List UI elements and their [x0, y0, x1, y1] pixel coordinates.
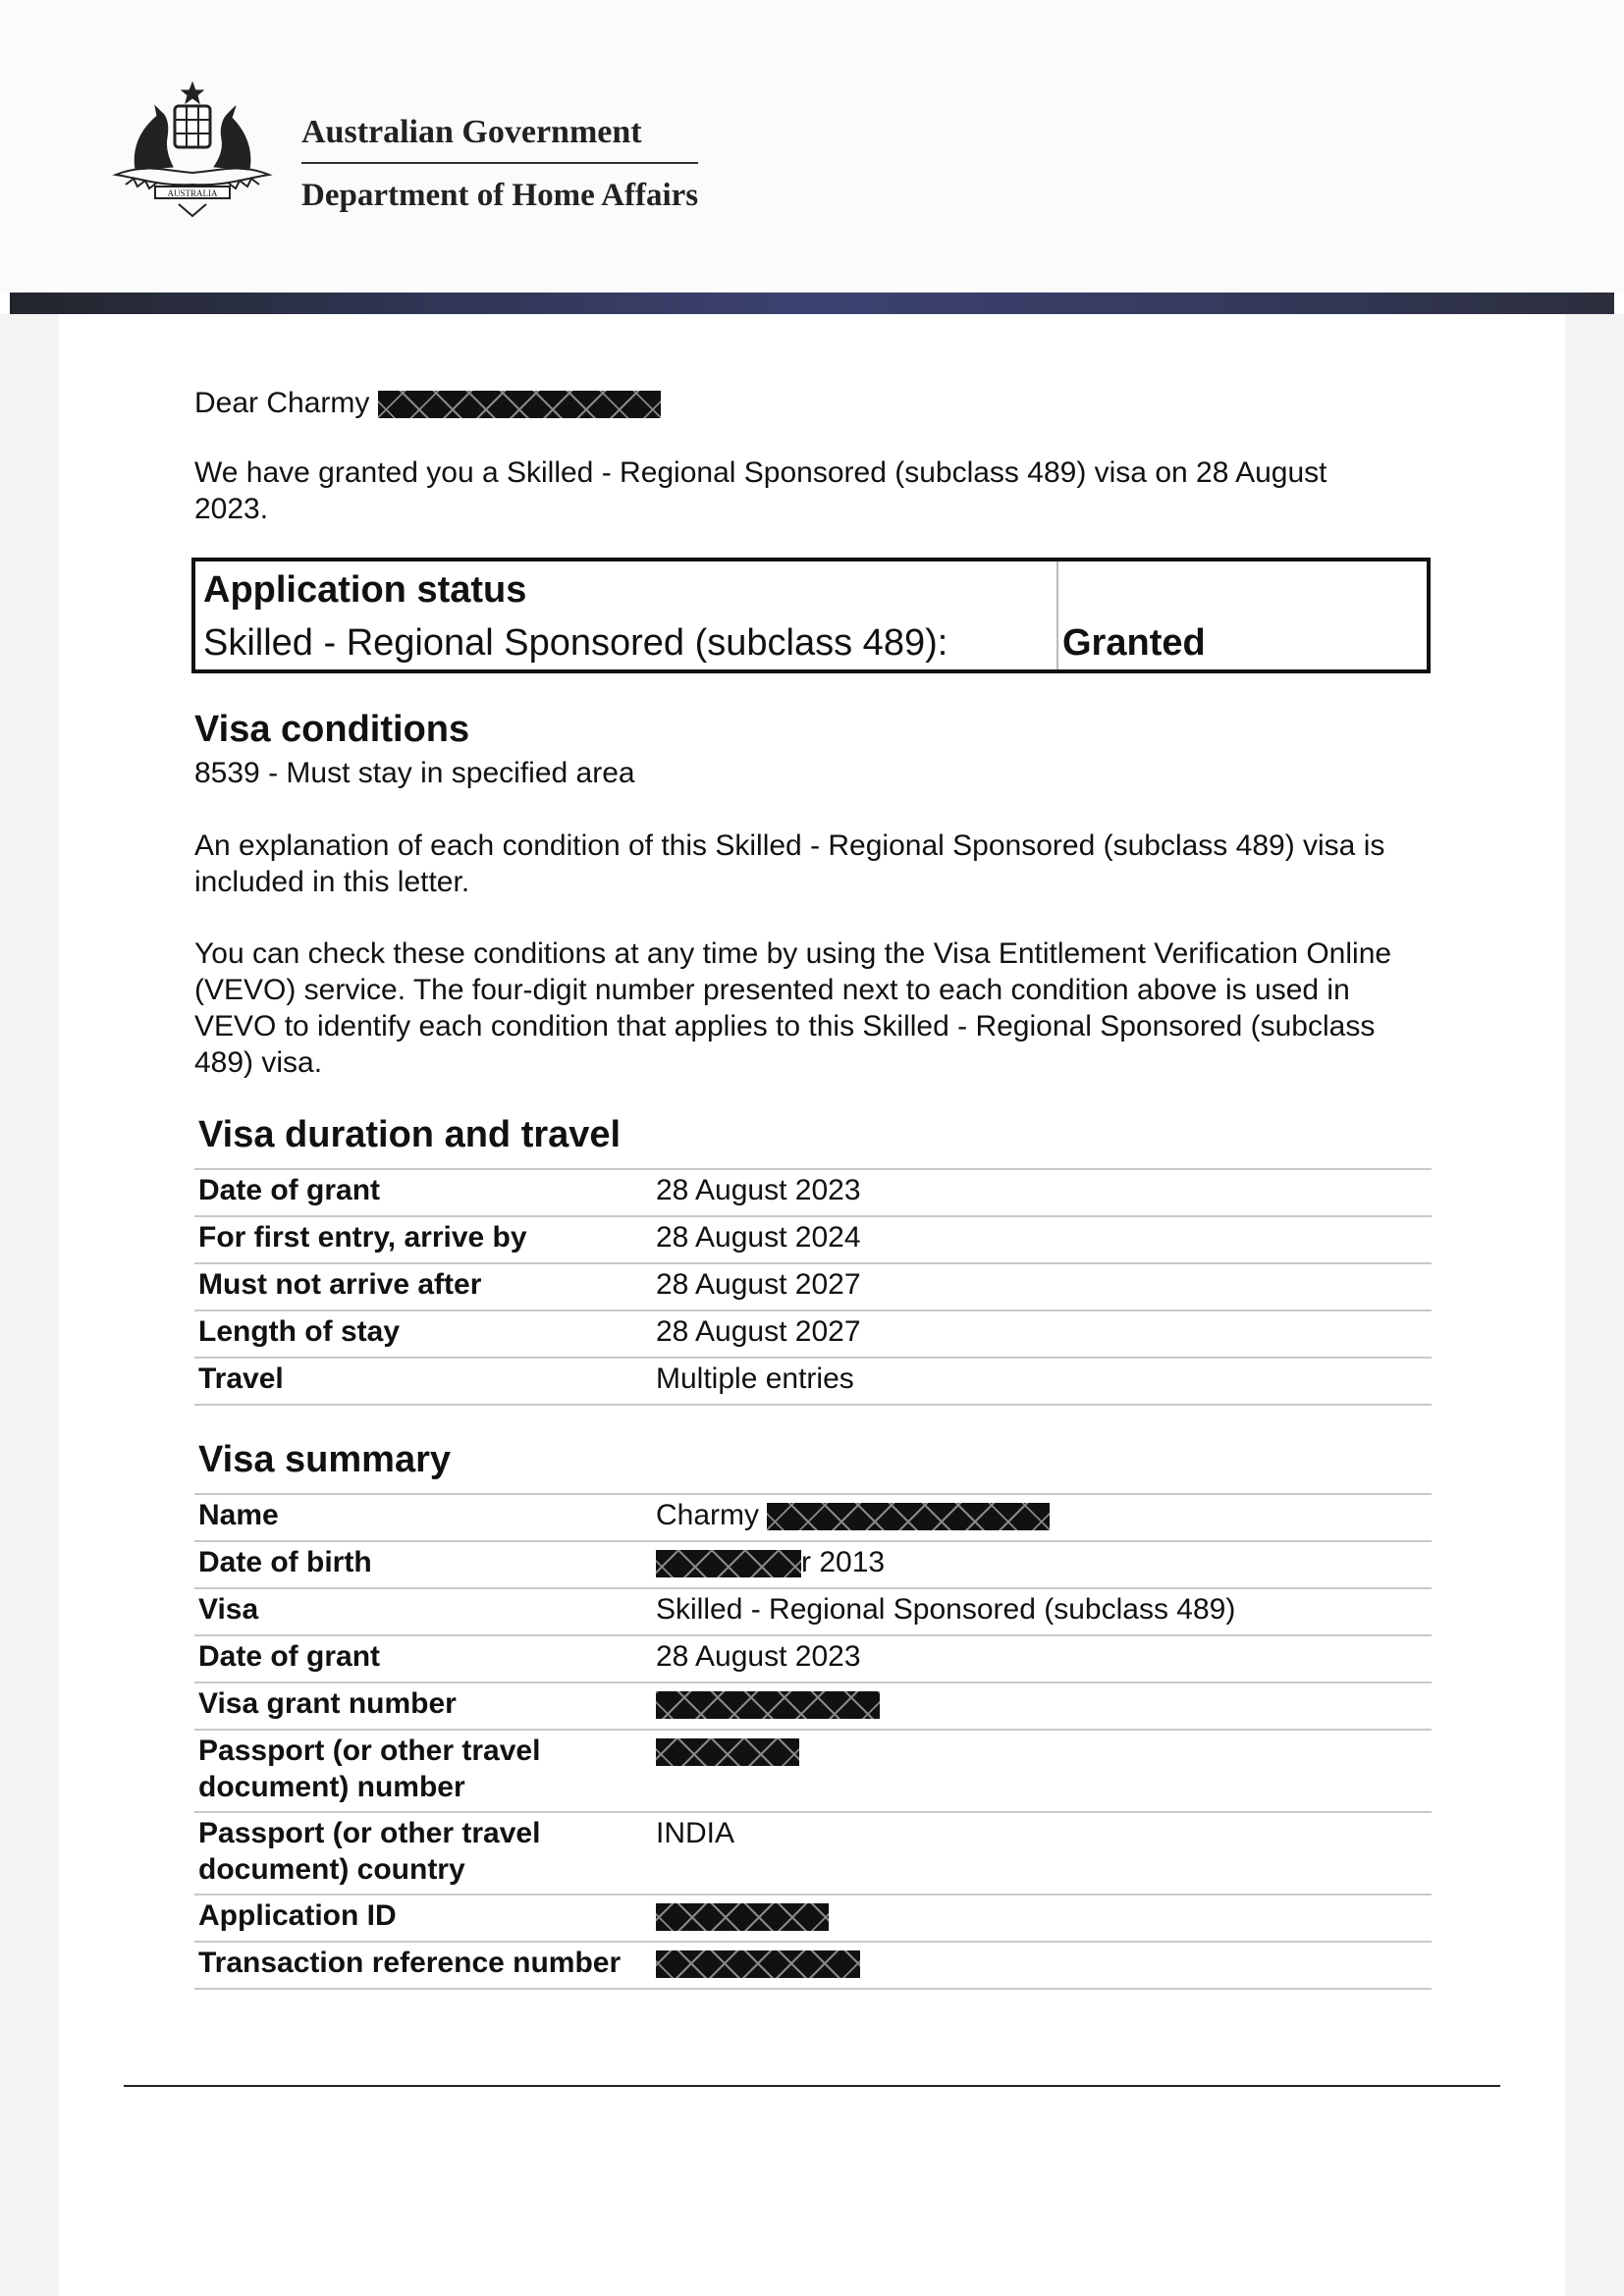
application-status-visa: Skilled - Regional Sponsored (subclass 489): — [203, 622, 948, 664]
letterhead-divider — [301, 162, 698, 164]
redacted-surname — [767, 1503, 1050, 1530]
row-label: Length of stay — [194, 1310, 652, 1358]
birth-year: r 2013 — [801, 1546, 886, 1578]
visa-conditions-heading: Visa conditions — [194, 709, 470, 750]
row-label — [194, 1812, 652, 1895]
row-label: Travel — [194, 1358, 652, 1405]
row-value: Multiple entries — [652, 1358, 1432, 1405]
table-row — [194, 1494, 1432, 1541]
table-row — [194, 1730, 1432, 1812]
redacted-grant-number — [656, 1691, 880, 1719]
row-label: Application ID — [194, 1895, 652, 1942]
visa-summary-table — [194, 1493, 1432, 1990]
row-label: Must not arrive after — [194, 1263, 652, 1310]
application-status-box — [191, 558, 1431, 673]
redacted-application-id — [656, 1903, 829, 1931]
row-value — [652, 1730, 1432, 1812]
row-value — [652, 1541, 1432, 1588]
redacted-surname — [378, 391, 661, 418]
row-label: Visa grant number — [194, 1682, 652, 1730]
page-margin-right — [1565, 314, 1624, 2296]
footer-divider — [124, 2085, 1500, 2087]
status-divider — [1056, 561, 1058, 669]
redacted-passport-number — [656, 1738, 799, 1766]
vevo-line: 489) visa. — [194, 1046, 323, 1079]
table-row — [194, 1169, 1432, 1216]
page-margin-left — [0, 314, 59, 2296]
row-value: INDIA — [652, 1812, 1432, 1895]
name-value: Charmy — [656, 1499, 760, 1531]
row-label: Date of birth — [194, 1541, 652, 1588]
table-row — [194, 1588, 1432, 1635]
row-value: 28 August 2024 — [652, 1216, 1432, 1263]
table-row — [194, 1812, 1432, 1895]
application-status-value: Granted — [1062, 622, 1206, 664]
row-label-line: document) country — [198, 1853, 465, 1886]
vevo-line: (VEVO) service. The four-digit number presented next to each condition above is used in — [194, 974, 1350, 1006]
row-value — [652, 1895, 1432, 1942]
vevo-line: You can check these conditions at any time by using the Visa Entitlement Verification Online — [194, 937, 1392, 970]
coat-of-arms-icon — [96, 77, 289, 220]
redacted-birth-date — [656, 1550, 801, 1577]
table-row — [194, 1895, 1432, 1942]
grant-intro-line: 2023. — [194, 493, 269, 525]
table-row — [194, 1635, 1432, 1682]
salutation — [194, 385, 1432, 421]
row-label: Visa — [194, 1588, 652, 1635]
row-label-line: Passport (or other travel — [198, 1735, 541, 1767]
crest-label: AUSTRALIA — [167, 188, 218, 198]
vevo-paragraph — [194, 935, 1432, 1081]
salutation-text: Dear Charmy — [194, 387, 370, 419]
government-name: Australian Government — [301, 114, 642, 150]
row-value: 28 August 2023 — [652, 1169, 1432, 1216]
table-row — [194, 1263, 1432, 1310]
visa-condition-item: 8539 - Must stay in specified area — [194, 757, 635, 789]
row-label: Name — [194, 1494, 652, 1541]
row-value — [652, 1494, 1432, 1541]
visa-duration-heading: Visa duration and travel — [198, 1114, 622, 1155]
letterhead — [0, 0, 1624, 294]
explanation-line: included in this letter. — [194, 866, 470, 898]
table-row — [194, 1682, 1432, 1730]
row-value: 28 August 2027 — [652, 1263, 1432, 1310]
conditions-explanation — [194, 828, 1432, 900]
header-banner — [10, 293, 1614, 314]
vevo-line: VEVO to identify each condition that applies to this Skilled - Regional Sponsored (subclass — [194, 1010, 1376, 1042]
row-label — [194, 1730, 652, 1812]
row-value: 28 August 2027 — [652, 1310, 1432, 1358]
redacted-transaction-reference — [656, 1950, 860, 1978]
row-label: Transaction reference number — [194, 1942, 652, 1989]
row-value — [652, 1942, 1432, 1989]
grant-intro-line: We have granted you a Skilled - Regional Sponsored (subclass 489) visa on 28 August — [194, 456, 1327, 489]
explanation-line: An explanation of each condition of this Skilled - Regional Sponsored (subclass 489) visa is — [194, 829, 1385, 862]
row-label: Date of grant — [194, 1635, 652, 1682]
table-row — [194, 1216, 1432, 1263]
table-row — [194, 1310, 1432, 1358]
table-row — [194, 1358, 1432, 1405]
grant-intro — [194, 454, 1432, 527]
department-name: Department of Home Affairs — [301, 178, 699, 213]
row-value: 28 August 2023 — [652, 1635, 1432, 1682]
application-status-heading: Application status — [203, 569, 527, 611]
visa-duration-table — [194, 1168, 1432, 1406]
row-value — [652, 1682, 1432, 1730]
row-label: For first entry, arrive by — [194, 1216, 652, 1263]
visa-summary-heading: Visa summary — [198, 1439, 452, 1480]
table-row — [194, 1541, 1432, 1588]
row-label: Date of grant — [194, 1169, 652, 1216]
row-label-line: document) number — [198, 1771, 465, 1803]
row-label-line: Passport (or other travel — [198, 1817, 541, 1849]
row-value: Skilled - Regional Sponsored (subclass 489) — [652, 1588, 1432, 1635]
table-row — [194, 1942, 1432, 1989]
